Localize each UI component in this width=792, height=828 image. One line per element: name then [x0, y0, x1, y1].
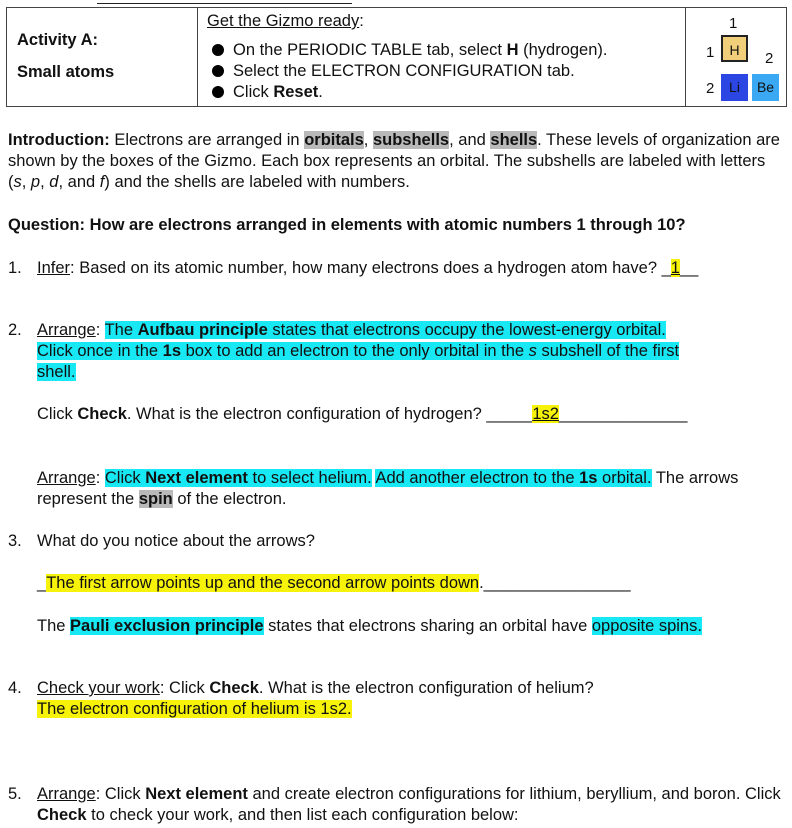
answer-highlight: 1 [670, 259, 680, 277]
item-number: 1. [8, 259, 22, 277]
arrows-answer-line: _The first arrow points up and the second arrow points down.________________ [37, 574, 631, 592]
activity-title: Activity A: [17, 31, 98, 49]
item-number: 4. [8, 679, 22, 697]
hydrogen-element-cell: H [721, 35, 748, 62]
arrange-helium-paragraph: Arrange: Click Next element to select helium. Add another electron to the 1s orbital. The arrows represent the spin of the electron. [37, 469, 739, 508]
instruction-item: On the PERIODIC TABLE tab, select H (hydrogen). [207, 40, 685, 61]
period-label: 2 [706, 80, 715, 97]
question-3: What do you notice about the arrows? [37, 532, 315, 550]
activity-subtitle: Small atoms [17, 63, 115, 81]
instruction-item: Click Reset. [207, 82, 685, 103]
check-hydrogen-line: Click Check. What is the electron configuration of hydrogen? _____1s2______________ [37, 405, 688, 423]
group-label: 2 [765, 50, 774, 67]
item-number: 5. [8, 785, 22, 803]
activity-header-table [6, 7, 787, 107]
beryllium-element-cell: Be [752, 74, 779, 101]
highlight-term: shells [490, 131, 538, 149]
instruction-highlight: shell. [37, 363, 76, 381]
instruction-list [207, 40, 685, 103]
activity-cell [7, 8, 198, 107]
instruction-highlight: The Aufbau principle states that electrons occupy the lowest-energy orbital. [104, 321, 666, 339]
instructions-cell [198, 8, 686, 107]
instruction-highlight: Click Next element to select helium. [104, 469, 372, 487]
instruction-highlight: opposite spins. [591, 617, 702, 635]
introduction-paragraph: Introduction: Electrons are arranged in orbitals, subshells, and shells. These levels of organization are shown by the boxes of the Gizmo. Each box represents an orbital. The subshells are labeled with letters (s, p, d, and f) and the shells are labeled with numbers. [8, 131, 780, 191]
instruction-highlight: Click once in the 1s box to add an electron to the only orbital in the s subshell of the first [37, 342, 680, 360]
answer-highlight: 1s2 [532, 405, 559, 423]
ready-heading: Get the Gizmo ready: [207, 12, 364, 30]
highlight-term: subshells [372, 131, 450, 149]
group-label: 1 [729, 15, 738, 32]
pauli-statement: The Pauli exclusion principle states that electrons sharing an orbital have opposite spins. [37, 617, 702, 635]
instruction-highlight: Pauli exclusion principle [70, 617, 264, 635]
item-number: 2. [8, 321, 22, 339]
lithium-element-cell: Li [721, 74, 748, 101]
periodic-table-cell [686, 8, 787, 107]
top-rule [97, 3, 352, 4]
question-5: Arrange: Click Next element and create electron configurations for lithium, beryllium, and boron. Click Check to check your work, and then list each configuration below: [37, 785, 781, 824]
instruction-highlight: Add another electron to the 1s orbital. [375, 469, 652, 487]
answer-highlight: The electron configuration of helium is 1s2. [37, 700, 352, 718]
highlight-term: orbitals [304, 131, 364, 149]
highlight-term: spin [138, 490, 173, 508]
question-1: Infer: Based on its atomic number, how many electrons does a hydrogen atom have? _1__ [37, 259, 699, 277]
answer-highlight: The first arrow points up and the second arrow points down [46, 574, 480, 592]
question-heading: Question: How are electrons arranged in elements with atomic numbers 1 through 10? [8, 216, 686, 234]
instruction-item: Select the ELECTRON CONFIGURATION tab. [207, 61, 685, 82]
item-number: 3. [8, 532, 22, 550]
question-4: Check your work: Click Check. What is the electron configuration of helium? The electron configuration of helium is 1s2. [37, 679, 594, 718]
period-label: 1 [706, 44, 715, 61]
question-2: Arrange: The Aufbau principle states that electrons occupy the lowest-energy orbital. Click once in the 1s box to add an electron to the only orbital in the s subshell of the first shell. [37, 321, 680, 381]
